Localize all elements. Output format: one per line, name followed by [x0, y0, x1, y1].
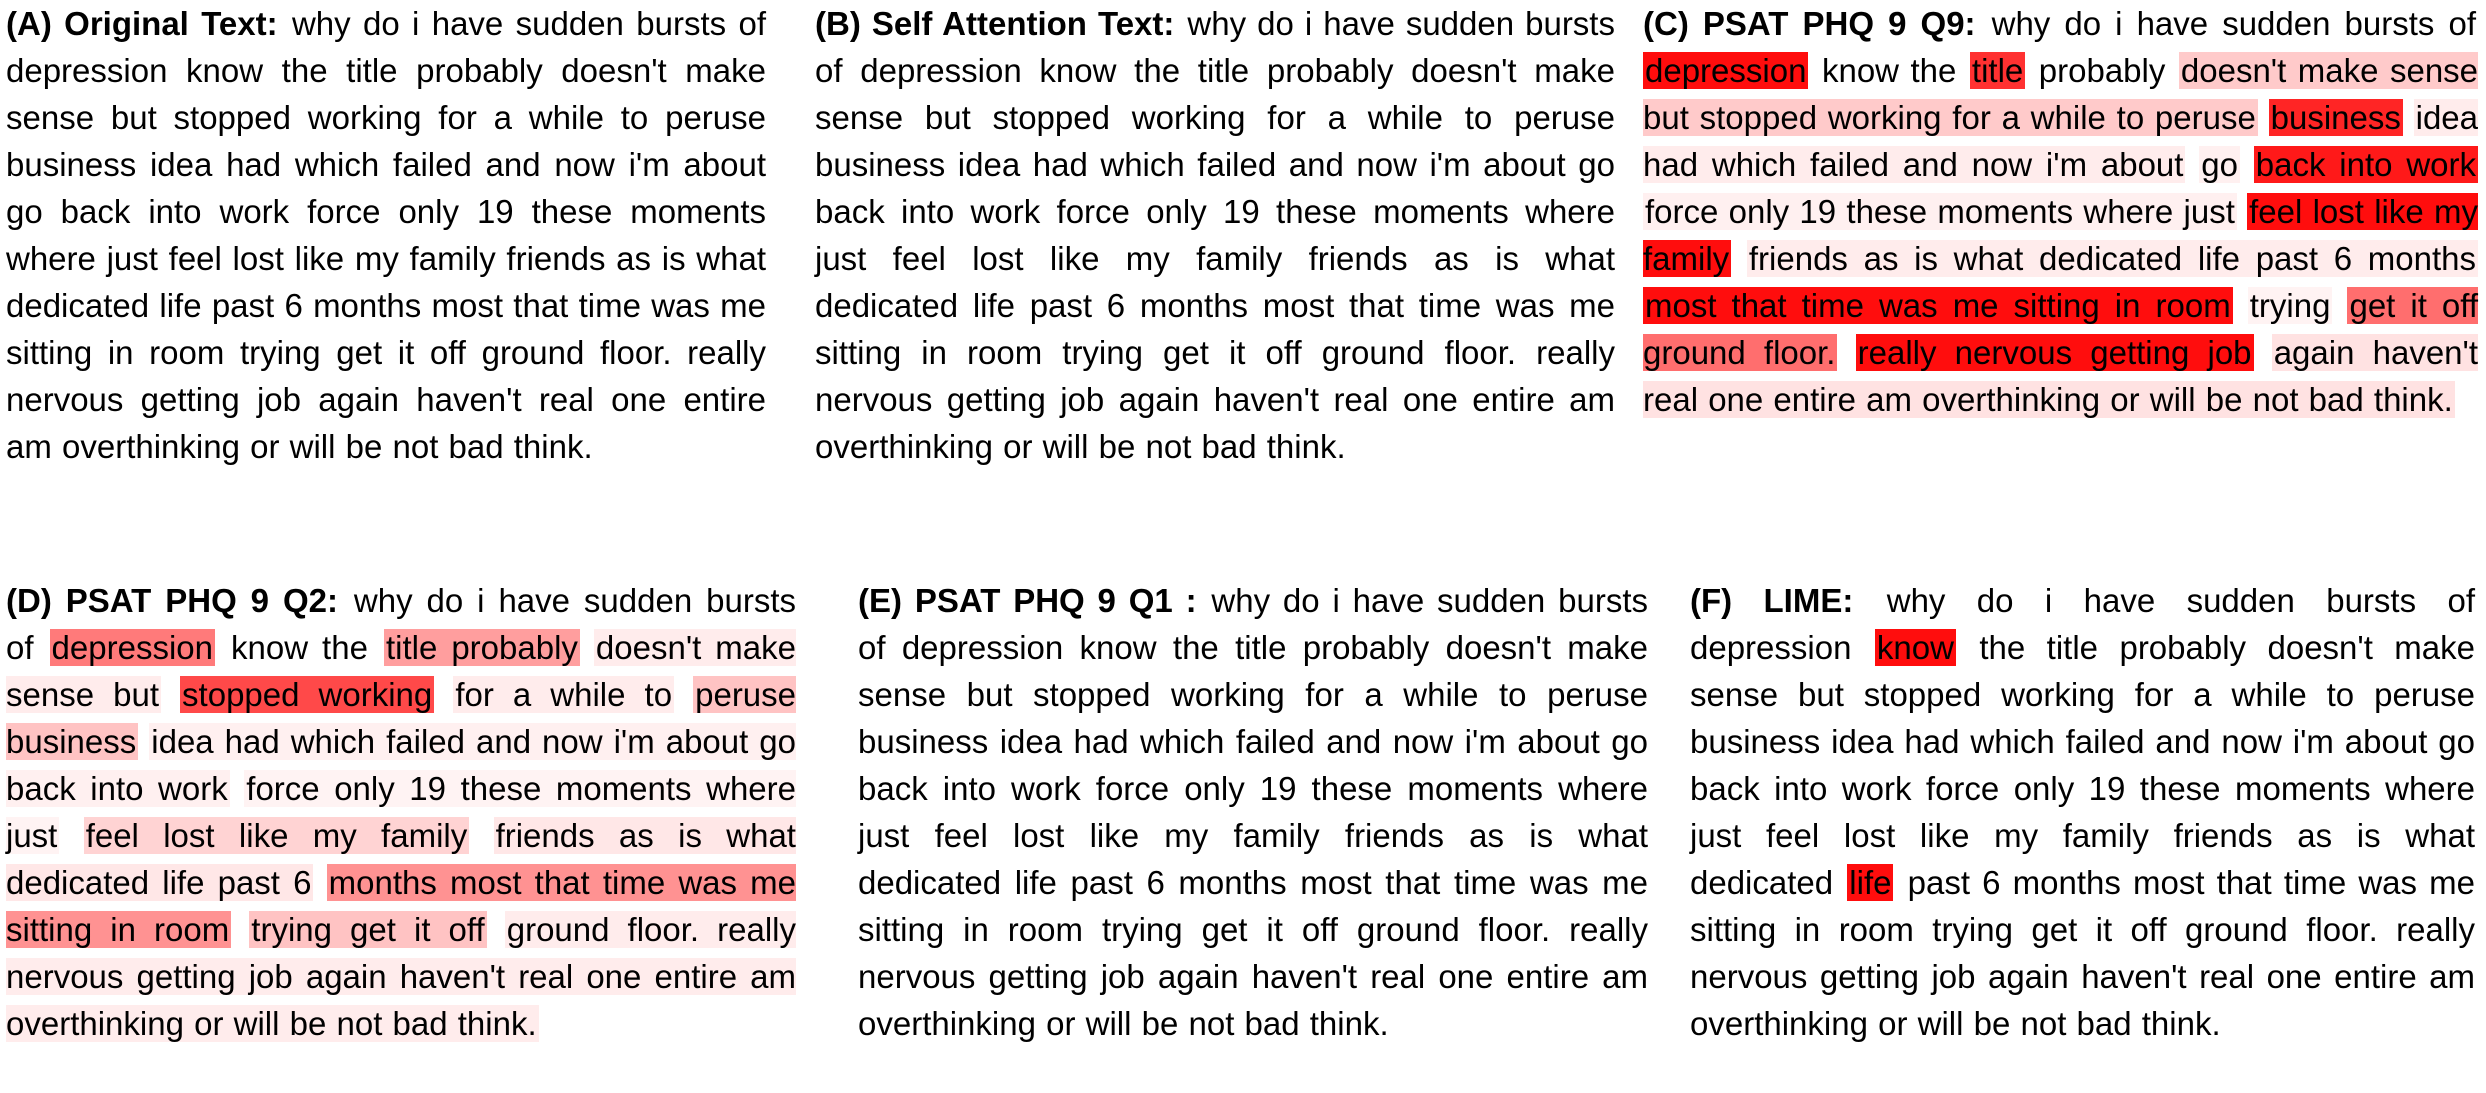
- highlighted-text-segment: doesn't make sense but stopped working for a while to peruse: [1643, 52, 2479, 136]
- text-segment: why do i have sudden bursts of depression know the title probably doesn't make sense but stopped working for a while to peruse business idea had which failed and now i'm about go back into work force only 19 these moments where just feel lost like my family friends as is what dedicated life past 6 months most that time was me sitting in room trying get it off ground floor. really nervous getting job again haven't real one entire am overthinking or will be not bad think.: [6, 5, 766, 465]
- text-segment: past 6 months most that time was me sitting in room trying get it off ground floor. really nervous getting job again haven't real one entire am overthinking or will be not bad think.: [1690, 864, 2476, 1042]
- highlighted-text-segment: know: [1876, 629, 1954, 666]
- highlighted-text-segment: back into work: [2255, 146, 2476, 183]
- highlighted-text-segment: force only 19 these moments where just: [1645, 193, 2235, 230]
- highlighted-text-segment: friends as is what dedicated life past 6: [6, 817, 796, 901]
- highlighted-text-segment: doesn't make sense but: [6, 629, 797, 713]
- highlighted-text-segment: get it off ground floor.: [1643, 287, 2478, 371]
- text-segment: why do i have sudden bursts of: [6, 582, 796, 666]
- highlighted-text-segment: force only 19 these moments where just: [6, 770, 796, 854]
- highlighted-text-segment: most that time was me sitting in room: [1645, 287, 2231, 324]
- highlighted-text-segment: ground floor. really nervous getting job again haven't real one entire am overthinking or will be not bad think.: [6, 911, 797, 1042]
- highlighted-text-segment: peruse business: [6, 676, 797, 760]
- text-segment: why do i have sudden bursts of: [1991, 5, 2476, 42]
- highlighted-text-segment: trying get it off: [251, 911, 485, 948]
- highlighted-text-segment: for a while to: [455, 676, 673, 713]
- panel-label: (E) PSAT PHQ 9 Q1 :: [858, 582, 1197, 619]
- panel-original-text: [6, 0, 766, 470]
- panel-label: (D) PSAT PHQ 9 Q2:: [6, 582, 338, 619]
- text-segment: why do i have sudden bursts of depression know the title probably doesn't make sense but stopped working for a while to peruse business idea had which failed and now i'm about go back into work force only 19 these moments where just feel lost like my family friends as is what dedicated life past 6 months most that time was me sitting in room trying get it off ground floor. really nervous getting job again haven't real one entire am overthinking or will be not bad think.: [815, 5, 1615, 465]
- highlighted-text-segment: trying: [2249, 287, 2331, 324]
- highlighted-text-segment: depression: [1645, 52, 1807, 89]
- highlighted-text-segment: title: [1971, 52, 2024, 89]
- highlighted-text-segment: title probably: [385, 629, 578, 666]
- text-segment: why do i have sudden bursts of depression know the title probably doesn't make sense but stopped working for a while to peruse business idea had which failed and now i'm about go back into work force only 19 these moments where just feel lost like my family friends as is what dedicated life past 6 months most that time was me sitting in room trying get it off ground floor. really nervous getting job again haven't real one entire am overthinking or will be not bad think.: [858, 582, 1648, 1042]
- panel-label: (C) PSAT PHQ 9 Q9:: [1643, 5, 1976, 42]
- text-segment: know the: [231, 629, 368, 666]
- panel-psat-phq9-q1: [858, 577, 1648, 1047]
- highlighted-text-segment: again haven't real one entire am overthinking or will be not bad think.: [1643, 334, 2478, 418]
- highlighted-text-segment: friends as is what dedicated life past 6 months: [1748, 240, 2476, 277]
- text-segment: know the: [1821, 52, 1957, 89]
- highlighted-text-segment: idea had which failed and now i'm about: [1643, 99, 2479, 183]
- panel-label: (A) Original Text:: [6, 5, 278, 42]
- highlighted-text-segment: depression: [51, 629, 213, 666]
- panel-self-attention-text: [815, 0, 1615, 470]
- highlighted-text-segment: really nervous getting job: [1857, 334, 2252, 371]
- highlighted-text-segment: go: [2201, 146, 2238, 183]
- highlighted-text-segment: business: [2270, 99, 2401, 136]
- highlighted-text-segment: months most that time was me sitting in room: [6, 864, 796, 948]
- text-segment: the title probably doesn't make sense but stopped working for a while to peruse business idea had which failed and now i'm about go back into work force only 19 these moments where just feel lost like my family friends as is what dedicated: [1690, 629, 2475, 901]
- panel-lime: [1690, 577, 2475, 1047]
- highlighted-text-segment: life: [1849, 864, 1892, 901]
- text-segment: why do i have sudden bursts of depression: [1690, 582, 2475, 666]
- panel-label: (B) Self Attention Text:: [815, 5, 1175, 42]
- highlighted-text-segment: idea had which failed and now i'm about go back into work: [6, 723, 797, 807]
- highlighted-text-segment: stopped working: [182, 676, 433, 713]
- highlighted-text-segment: feel lost like my family: [1643, 193, 2478, 277]
- highlighted-text-segment: feel lost like my family: [85, 817, 468, 854]
- panel-psat-phq9-q9: [1643, 0, 2478, 423]
- panel-psat-phq9-q2: [6, 577, 796, 1047]
- panel-label: (F) LIME:: [1690, 582, 1854, 619]
- text-segment: probably: [2038, 52, 2166, 89]
